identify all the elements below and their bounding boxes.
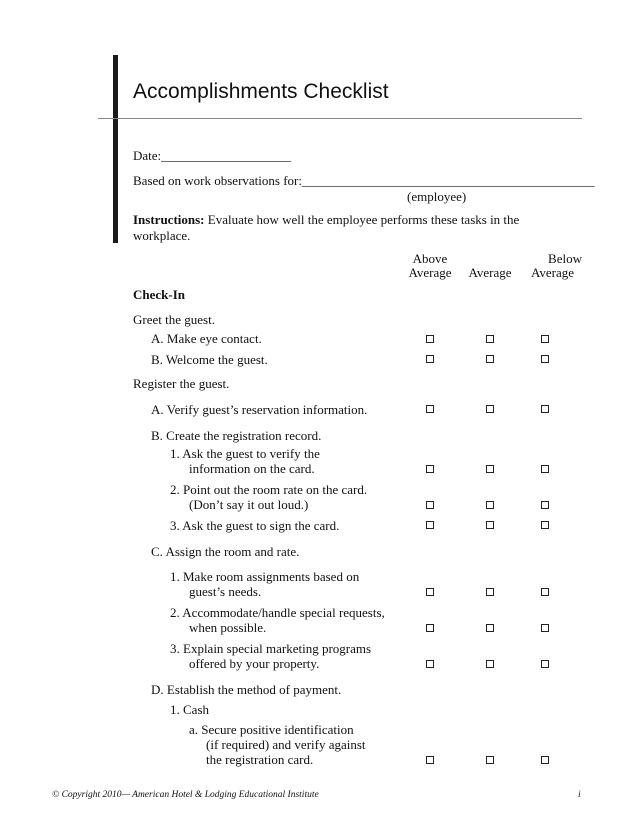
item-identification: a. Secure positive identification [189,722,354,737]
instructions-line-1 [133,212,519,228]
instructions-line-2: workplace. [133,228,191,243]
item-registration-record: B. Create the registration record. [151,428,322,443]
item-ask-verify-cont: information on the card. [189,461,315,476]
page-number: i [578,790,581,800]
checkbox-average[interactable] [486,501,494,509]
observations-field: Based on work observations for:_____________________________________________ [133,173,595,188]
col-below-line-2: Average [530,265,574,280]
item-eye-contact: A. Make eye contact. [151,331,262,346]
checkbox-below-average[interactable] [541,660,549,668]
item-marketing-cont: offered by your property. [189,656,320,671]
checkbox-average[interactable] [486,355,494,363]
left-accent-bar [113,55,118,243]
item-greet: Greet the guest. [133,312,215,327]
checkbox-average[interactable] [486,660,494,668]
checkbox-average[interactable] [486,624,494,632]
item-welcome: B. Welcome the guest. [151,352,268,367]
title-rule [98,118,582,119]
checkbox-below-average[interactable] [541,588,549,596]
instructions-text: Evaluate how well the employee performs these tasks in the [204,212,520,227]
checkbox-below-average[interactable] [541,405,549,413]
item-cash: 1. Cash [170,702,209,717]
checkbox-above-average[interactable] [426,521,434,529]
checkbox-above-average[interactable] [426,588,434,596]
checkbox-below-average[interactable] [541,624,549,632]
checkbox-average[interactable] [486,335,494,343]
checkbox-below-average[interactable] [541,521,549,529]
item-verify-reservation: A. Verify guest’s reservation information. [151,402,368,417]
checkbox-above-average[interactable] [426,624,434,632]
employee-label: (employee) [407,189,467,204]
checkbox-below-average[interactable] [541,756,549,764]
checkbox-above-average[interactable] [426,465,434,473]
checkbox-below-average[interactable] [541,355,549,363]
item-special-requests: 2. Accommodate/handle special requests, [170,605,385,620]
item-special-requests-cont: when possible. [189,620,267,635]
checkbox-above-average[interactable] [426,405,434,413]
date-field: Date:____________________ [133,148,292,163]
col-average: Average [468,265,512,280]
item-payment: D. Establish the method of payment. [151,682,342,697]
item-identification-cont-1: (if required) and verify against [206,737,366,752]
item-assign-room: C. Assign the room and rate. [151,544,300,559]
item-register: Register the guest. [133,376,230,391]
checkbox-above-average[interactable] [426,355,434,363]
checkbox-below-average[interactable] [541,501,549,509]
item-room-assignments: 1. Make room assignments based on [170,569,360,584]
item-sign-card: 3. Ask the guest to sign the card. [170,518,340,533]
checkbox-average[interactable] [486,405,494,413]
col-above-line-1: Above [412,251,448,266]
checkbox-below-average[interactable] [541,465,549,473]
item-marketing: 3. Explain special marketing programs [170,641,372,656]
checkbox-average[interactable] [486,588,494,596]
page-title: Accomplishments Checklist [133,80,389,103]
checkbox-above-average[interactable] [426,501,434,509]
checkbox-above-average[interactable] [426,660,434,668]
footer-copyright: © Copyright 2010— American Hotel & Lodging Educational Institute [52,790,319,800]
checkbox-average[interactable] [486,465,494,473]
item-ask-verify: 1. Ask the guest to verify the [170,446,320,461]
col-below-line-1: Below [548,251,582,266]
checkbox-below-average[interactable] [541,335,549,343]
item-room-rate-cont: (Don’t say it out loud.) [189,497,309,512]
instructions-label: Instructions: [133,212,205,227]
item-identification-cont-2: the registration card. [206,752,314,767]
checkbox-above-average[interactable] [426,335,434,343]
checkbox-average[interactable] [486,521,494,529]
col-above-line-2: Average [408,265,452,280]
item-room-rate: 2. Point out the room rate on the card. [170,482,368,497]
section-heading: Check-In [133,287,186,302]
item-room-assignments-cont: guest’s needs. [189,584,262,599]
checkbox-above-average[interactable] [426,756,434,764]
checkbox-average[interactable] [486,756,494,764]
